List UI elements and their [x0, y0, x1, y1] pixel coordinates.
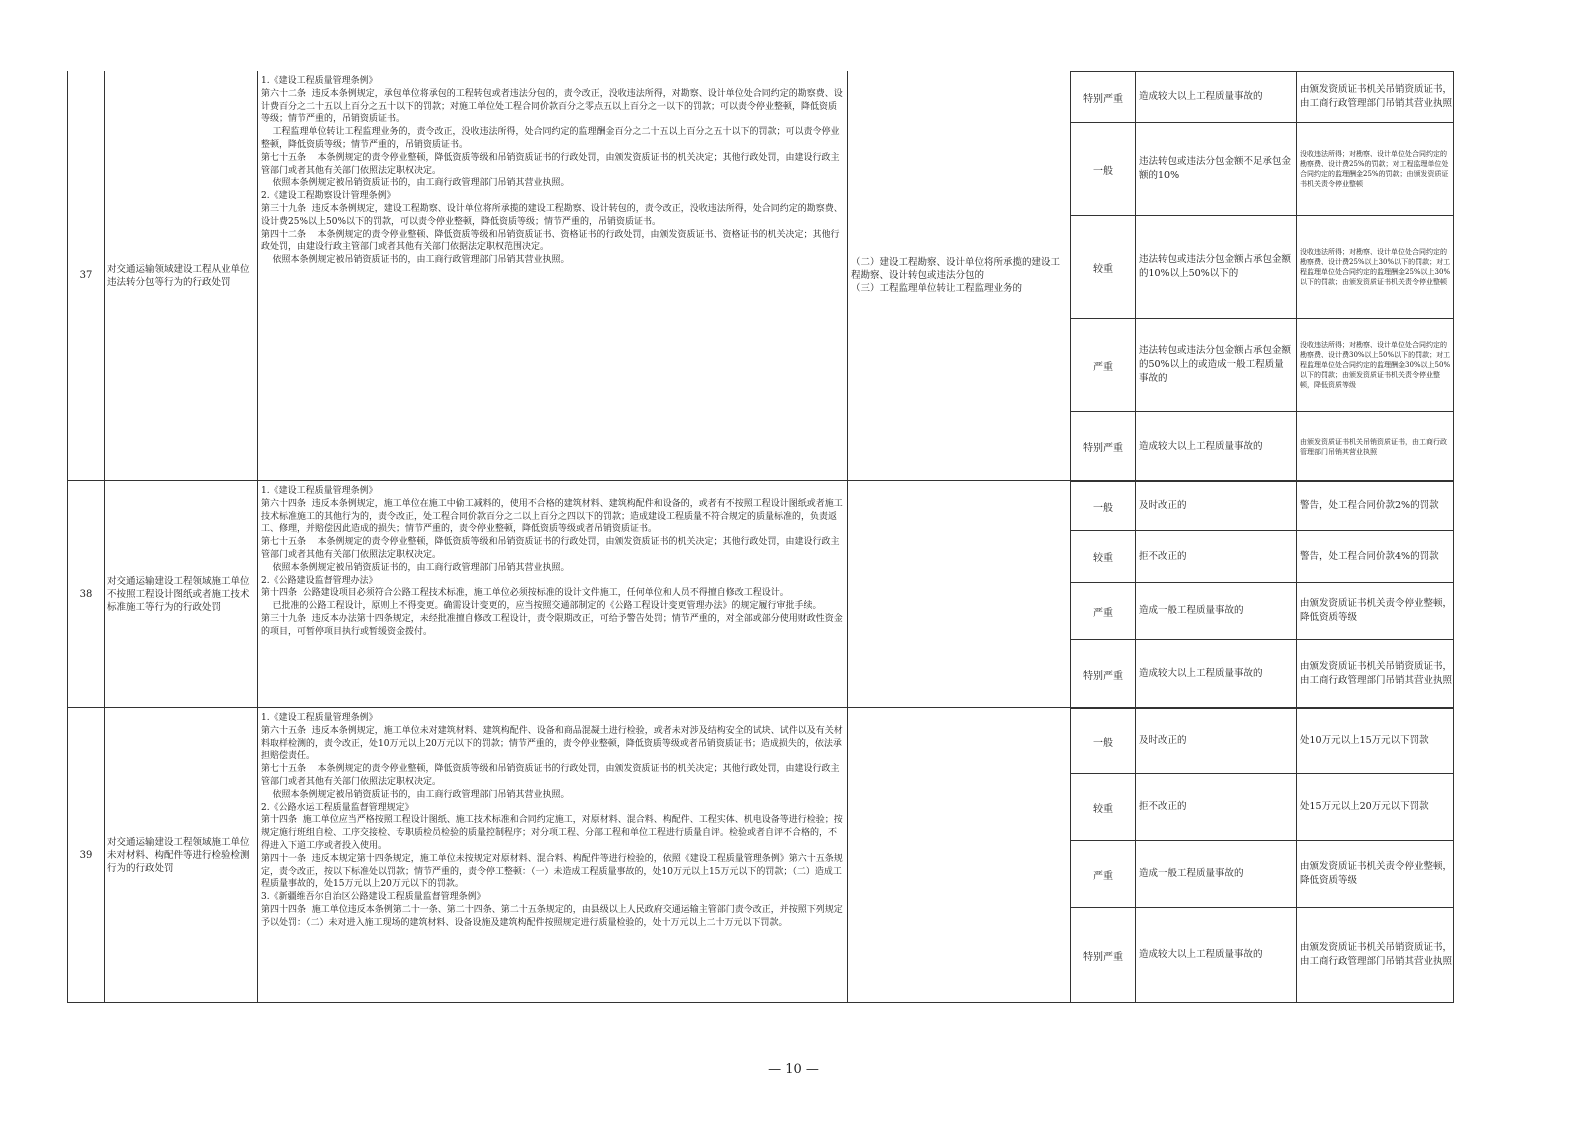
grade-level: 较重 — [1093, 263, 1113, 275]
grade-level: 严重 — [1093, 870, 1113, 882]
grade-row — [1070, 215, 1454, 319]
grade-penalty: 警告，处工程合同价款4%的罚款 — [1296, 531, 1455, 582]
grade-condition: 造成一般工程质量事故的 — [1135, 583, 1296, 639]
grade-penalty: 没收违法所得；对勘察、设计单位处合同约定的勘察费、设计费30%以上50%以下的罚款；对工程监理单位处合同约定的监理酬金30%以上50%以下的罚款；由颁发资质证书机关责令停业整顿，降低资质等级 — [1296, 319, 1455, 411]
grade-level: 较重 — [1093, 553, 1113, 564]
legal-basis: 1.《建设工程质量管理条例》 第六十五条 违反本条例规定，施工单位未对建筑材料、建筑构配件、设备和商品混凝土进行检验，或者未对涉及结构安全的试块、试件以及有关材料取样检测的，责令改正，处10万元以上20万元以下的罚款；情节严重的，责令停业整顿，降低资质等级或者吊销资质证书；造成损失的，依法承担赔偿责任。 第七十五条 本条例规定的责令停业整顿，降低资质等级和吊销资质证书的行政处罚，由颁发资质证书的机关决定；其他行政处罚，由建设行政主管部门或者其他有关部门依照法定职权决定。 依照本条例规定被吊销资质证书的，由工商行政管理部门吊销其营业执照。 2.《公路水运工程质量监督管理规定》 第十四条 施工单位应当严格按照工程设计图纸、施工技术标准和合同约定施工，对原材料、混合料、构配件、工程实体、机电设备等进行检验；按规定施行班组自检、工序交接检、专职质检员检验的质量控制程序；对分项工程、分部工程和单位工程进行质量自评。检验或者自评不合格的，不得进入下道工序或者投入使用。 第四十一条 违反本规定第十四条规定，施工单位未按规定对原材料、混合料、构配件等进行检验的，依照《建设工程质量管理条例》第六十五条规定，责令改正，按以下标准处以罚款；情节严重的，责令停工整顿：（一）未造成工程质量事故的，处10万元以上15万元以下的罚款；（二）造成工程质量事故的，处15万元以上20万元以下的罚款。 3.《新疆维吾尔自治区公路建设工程质量监督管理条例》 第四十四条 施工单位违反本条例第二十一条、第二十四条、第二十五条规定的，由县级以上人民政府交通运输主管部门责令改正，并按照下列规定予以处罚：（二）未对进入施工现场的建筑材料、设备设施及建筑构配件按照规定进行质量检验的，处十万元以上二十万元以下罚款。 — [257, 708, 847, 1002]
grade-penalty: 处15万元以上20万元以下罚款 — [1296, 774, 1455, 840]
grade-level: 一般 — [1093, 165, 1113, 177]
grade-row — [1070, 708, 1454, 774]
row-number: 37 — [79, 270, 93, 281]
grade-level: 一般 — [1093, 502, 1113, 514]
legal-basis: 1.《建设工程质量管理条例》 第六十四条 违反本条例规定，施工单位在施工中偷工减料的，使用不合格的建筑材料、建筑构配件和设备的，或者有不按照工程设计图纸或者施工技术标准施工的其他行为的，责令改正，处工程合同价款百分之二以上百分之四以下的罚款；造成建设工程质量不符合规定的质量标准的，负责返工、修理，并赔偿因此造成的损失；情节严重的，责令停业整顿，降低资质等级或者吊销资质证书。 第七十五条 本条例规定的责令停业整顿，降低资质等级和吊销资质证书的行政处罚，由颁发资质证书的机关决定；其他行政处罚，由建设行政主管部门或者其他有关部门依照法定职权决定。 依照本条例规定被吊销资质证书的，由工商行政管理部门吊销其营业执照。 2.《公路建设监督管理办法》 第十四条 公路建设项目必须符合公路工程技术标准，施工单位必须按标准的设计文件施工，任何单位和人员不得擅自修改工程设计。 已批准的公路工程设计，原则上不得变更。确需设计变更的，应当按照交通部制定的《公路工程设计变更管理办法》的规定履行审批手续。 第三十九条 违反本办法第十四条规定，未经批准擅自修改工程设计，责令限期改正，可给予警告处罚；情节严重的，对全部或部分使用财政性资金的项目，可暂停项目执行或暂缓资金拨付。 — [257, 481, 847, 707]
grade-level: 特别严重 — [1083, 951, 1123, 963]
grade-condition: 造成较大以上工程质量事故的 — [1135, 908, 1296, 1002]
grade-condition: 违法转包或违法分包金额不足承包金额的10% — [1135, 123, 1296, 215]
item-name: 对交通运输领域建设工程从业单位违法转分包等行为的行政处罚 — [104, 71, 257, 480]
grade-penalty: 没收违法所得；对勘察、设计单位处合同约定的勘察费、设计费25%以上30%以下的罚款；对工程监理单位处合同约定的监理酬金25%以上30%以下的罚款；由颁发资质证书机关责令停业整顿 — [1296, 216, 1455, 318]
violation-scope — [847, 481, 1071, 707]
grade-penalty: 由颁发资质证书机关吊销资质证书，由工商行政管理部门吊销其营业执照 — [1296, 640, 1455, 708]
grade-level: 严重 — [1093, 361, 1113, 373]
violation-scope: （二）建设工程勘察、设计单位将所承揽的建设工程勘察、设计转包或违法分包的 （三）工程监理单位转让工程监理业务的 — [847, 71, 1071, 480]
grade-condition: 拒不改正的 — [1135, 531, 1296, 582]
grade-condition: 违法转包或违法分包金额占承包金额的50%以上的或造成一般工程质量事故的 — [1135, 319, 1296, 411]
grade-row — [1070, 411, 1454, 482]
grade-penalty: 警告，处工程合同价款2%的罚款 — [1296, 482, 1455, 530]
legal-basis: 1.《建设工程质量管理条例》 第六十二条 违反本条例规定，承包单位将承包的工程转包或者违法分包的，责令改正，没收违法所得，对勘察、设计单位处合同约定的勘察费、设计费百分之二十五以上百分之五十以下的罚款；对施工单位处工程合同价款百分之零点五以上百分之一以下的罚款；可以责令停业整顿，降低资质等级；情节严重的，吊销资质证书。 工程监理单位转让工程监理业务的，责令改正，没收违法所得，处合同约定的监理酬金百分之二十五以上百分之五十以下的罚款；可以责令停业整顿，降低资质等级；情节严重的，吊销资质证书。 第七十五条 本条例规定的责令停业整顿，降低资质等级和吊销资质证书的行政处罚，由颁发资质证书的机关决定；其他行政处罚，由建设行政主管部门或者其他有关部门依照法定职权决定。 依照本条例规定被吊销资质证书的，由工商行政管理部门吊销其营业执照。 2.《建设工程勘察设计管理条例》 第三十九条 违反本条例规定，建设工程勘察、设计单位将所承揽的建设工程勘察、设计转包的，责令改正，没收违法所得，处合同约定的勘察费、设计费25%以上50%以下的罚款，可以责令停业整顿，降低资质等级；情节严重的，吊销资质证书。 第四十二条 本条例规定的责令停业整顿、降低资质等级和吊销资质证书、资格证书的行政处罚，由颁发资质证书、资格证书的机关决定；其他行政处罚，由建设行政主管部门或者其他有关部门依据法定职权范围决定。 依照本条例规定被吊销资质证书的，由工商行政管理部门吊销其营业执照。 — [257, 71, 847, 480]
grade-row — [1070, 773, 1454, 841]
row-number: 38 — [79, 588, 93, 600]
grade-condition: 造成一般工程质量事故的 — [1135, 841, 1296, 907]
grade-condition: 拒不改正的 — [1135, 774, 1296, 840]
grade-penalty: 处10万元以上15万元以下罚款 — [1296, 709, 1455, 773]
page-number: — 10 — — [768, 1062, 819, 1077]
grade-level: 特别严重 — [1083, 443, 1123, 454]
grade-level: 较重 — [1093, 803, 1113, 815]
grade-condition: 造成较大以上工程质量事故的 — [1135, 640, 1296, 708]
grade-penalty: 由颁发资质证书机关责令停业整顿，降低资质等级 — [1296, 583, 1455, 639]
grade-row — [1070, 530, 1454, 583]
grade-level: 严重 — [1093, 607, 1113, 619]
grade-penalty: 没收违法所得；对勘察、设计单位处合同约定的勘察费、设计费25%的罚款；对工程监理单位处合同约定的监理酬金25%的罚款；由颁发资质证书机关责令停业整顿 — [1296, 123, 1455, 215]
grade-level: 特别严重 — [1083, 93, 1123, 105]
row-number: 39 — [79, 849, 93, 861]
violation-scope — [847, 708, 1071, 1002]
grade-row — [1070, 907, 1454, 1003]
grade-penalty: 由颁发资质证书机关责令停业整顿，降低资质等级 — [1296, 841, 1455, 907]
item-name: 对交通运输建设工程领域施工单位不按照工程设计图纸或者施工技术标准施工等行为的行政处罚 — [104, 481, 257, 707]
grade-condition: 及时改正的 — [1135, 709, 1296, 773]
grade-row — [1070, 840, 1454, 908]
grade-penalty: 由颁发资质证书机关吊销资质证书，由工商行政管理部门吊销其营业执照 — [1296, 908, 1455, 1002]
grade-level: 一般 — [1093, 737, 1113, 749]
item-name: 对交通运输建设工程领域施工单位未对材料、构配件等进行检验检测行为的行政处罚 — [104, 708, 257, 1002]
grade-condition: 造成较大以上工程质量事故的 — [1135, 72, 1296, 122]
grade-condition: 造成较大以上工程质量事故的 — [1135, 412, 1296, 481]
grade-row — [1070, 582, 1454, 640]
grade-row — [1070, 122, 1454, 216]
grade-level: 特别严重 — [1083, 670, 1123, 682]
grade-condition: 违法转包或违法分包金额占承包金额的10%以上50%以下的 — [1135, 216, 1296, 318]
grade-penalty: 由颁发资质证书机关吊销资质证书，由工商行政管理部门吊销其营业执照 — [1296, 72, 1455, 122]
grade-row — [1070, 71, 1454, 123]
grade-penalty: 由颁发资质证书机关吊销资质证书，由工商行政管理部门吊销其营业执照 — [1296, 412, 1455, 481]
grade-row — [1070, 481, 1454, 531]
grade-row — [1070, 639, 1454, 709]
grade-condition: 及时改正的 — [1135, 482, 1296, 530]
grade-row — [1070, 318, 1454, 412]
